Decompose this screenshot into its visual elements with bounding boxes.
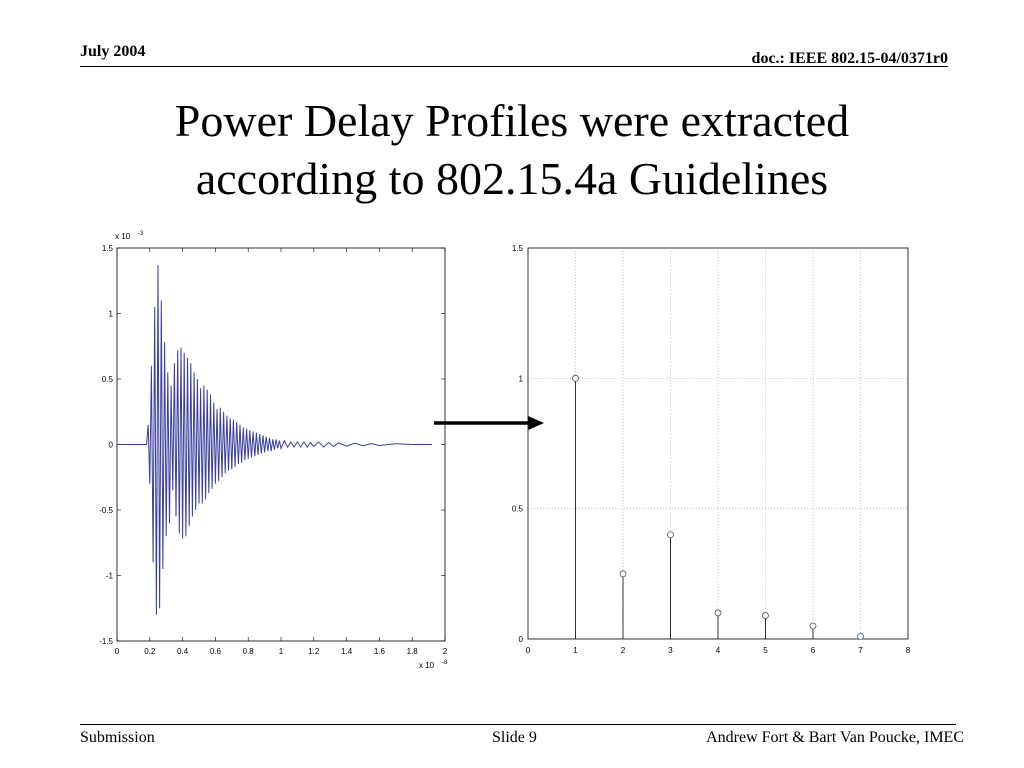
x-tick-label: 0.4 bbox=[177, 647, 189, 656]
y-tick-label: -0.5 bbox=[99, 506, 113, 515]
x-tick-label: 8 bbox=[905, 646, 911, 655]
header-date: July 2004 bbox=[80, 43, 146, 60]
y-tick-label: -1 bbox=[105, 571, 113, 581]
y-tick-label: 1.5 bbox=[101, 244, 113, 253]
y-tick-label: 0.5 bbox=[511, 504, 523, 514]
stem-marker bbox=[858, 633, 864, 639]
footer-rule bbox=[80, 724, 956, 725]
slide-title-line-2: according to 802.15.4a Guidelines bbox=[195, 153, 829, 204]
stem-marker bbox=[620, 571, 626, 577]
stem-marker bbox=[715, 610, 721, 616]
x-tick-label: 1 bbox=[573, 646, 578, 655]
footer-authors: Andrew Fort & Bart Van Poucke, IMEC bbox=[706, 729, 964, 746]
x-tick-label: 2 bbox=[620, 646, 626, 655]
x-tick-label: 7 bbox=[858, 646, 863, 655]
x-tick-label: 3 bbox=[668, 646, 673, 655]
x-tick-label: 0 bbox=[114, 647, 120, 656]
footer-slide-number: Slide 9 bbox=[492, 729, 537, 746]
x-tick-label: 1.8 bbox=[406, 647, 418, 656]
header-rule bbox=[80, 66, 948, 67]
y-tick-label: -1.5 bbox=[99, 637, 113, 646]
x-tick-label: 2 bbox=[442, 647, 448, 656]
y-tick-label: 0 bbox=[518, 635, 523, 644]
stem-marker bbox=[763, 613, 769, 619]
x-axis-multiplier: x 10 bbox=[419, 661, 435, 670]
y-axis-multiplier: x 10 bbox=[115, 232, 131, 241]
y-tick-label: 1.5 bbox=[511, 244, 523, 253]
x-tick-label: 5 bbox=[763, 646, 768, 655]
stem-marker bbox=[573, 375, 579, 381]
stem-marker bbox=[810, 623, 816, 629]
x-tick-label: 6 bbox=[810, 646, 816, 655]
y-axis-multiplier-exponent: -3 bbox=[138, 231, 144, 237]
x-tick-label: 0.6 bbox=[209, 647, 221, 656]
x-tick-label: 1.2 bbox=[308, 647, 320, 656]
y-tick-label: 0.5 bbox=[101, 375, 113, 384]
slide-title-line-1: Power Delay Profiles were extracted bbox=[174, 95, 850, 146]
header-doc-id: doc.: IEEE 802.15-04/0371r0 bbox=[751, 50, 948, 67]
x-tick-label: 1 bbox=[278, 647, 284, 656]
x-axis-multiplier-exponent: -8 bbox=[442, 660, 448, 666]
x-tick-label: 1.4 bbox=[341, 647, 353, 656]
slide-title bbox=[0, 92, 1024, 208]
y-tick-label: 1 bbox=[518, 374, 523, 384]
x-tick-label: 1.6 bbox=[373, 647, 385, 656]
waveform-series bbox=[117, 265, 432, 615]
stem-marker bbox=[668, 532, 674, 538]
y-tick-label: 1 bbox=[108, 309, 113, 319]
footer-submission: Submission bbox=[80, 729, 155, 746]
y-tick-label: 0 bbox=[108, 440, 113, 450]
plot-frame bbox=[117, 248, 445, 641]
x-tick-label: 0.2 bbox=[144, 647, 156, 656]
power-delay-profile-stem-chart bbox=[505, 236, 915, 660]
x-tick-label: 0.8 bbox=[242, 647, 254, 656]
x-tick-label: 0 bbox=[525, 646, 531, 655]
x-tick-label: 4 bbox=[715, 646, 721, 655]
waveform-chart bbox=[92, 228, 452, 680]
